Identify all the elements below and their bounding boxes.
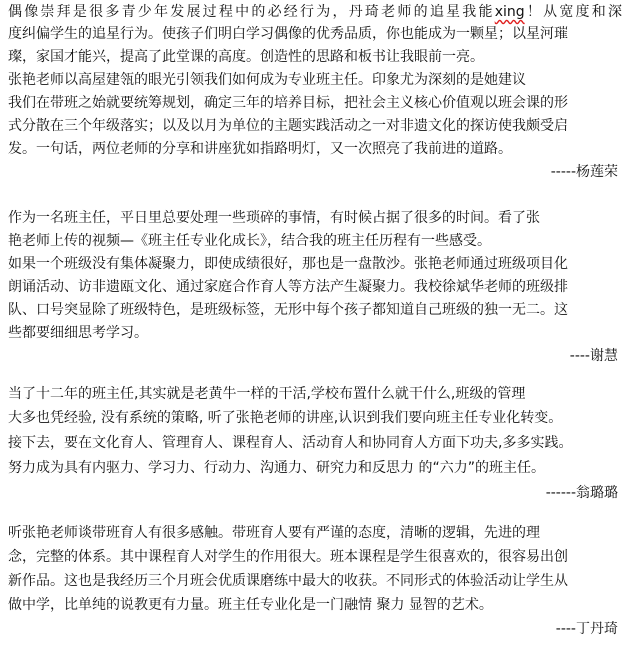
paragraph-line: 艳老师上传的视频—《班主任专业化成长》，结合我的班主任历程有一些感受。	[8, 233, 491, 249]
paragraph-line: 新作品。这也是我经历三个月班会优质课磨练中最大的收获。不同形式的体验活动让学生从	[8, 573, 568, 589]
paragraph-line: 努力成为具有内驱力、学习力、行动力、沟通力、研究力和反思力 的“六力”的班主任。	[8, 460, 545, 476]
paragraph-line: 当了十二年的班主任,其实就是老黄牛一样的干活,学校布置什么就干什么,班级的管理	[8, 386, 526, 402]
paragraph-line: 听张艳老师谈带班育人有很多感触。带班育人要有严谨的态度，清晰的逻辑，先进的理	[8, 525, 540, 541]
paragraph-line: 发。一句话，两位老师的分享和讲座犹如指路明灯，又一次照亮了我前进的道路。	[8, 141, 512, 157]
paragraph-line: 朗诵活动、访非遗瓯文化、通过家庭合作育人等方法产生凝聚力。我校徐斌华老师的班级排	[8, 279, 568, 295]
signature: ----丁丹琦	[555, 621, 618, 637]
paragraph-line: 队、口号突显除了班级特色，是班级标签，无形中每个孩子都知道自己班级的独一无二。这	[8, 302, 568, 318]
paragraph-line: 璨，家国才能兴，提高了此堂课的高度。创造性的思路和板书让我眼前一亮。	[8, 49, 484, 65]
paragraph-line: 我们在带班之始就要统筹规划，确定三年的培养目标，把社会主义核心价值观以班会课的形	[8, 95, 568, 111]
paragraph-line: 度纠偏学生的追星行为。使孩子们明白学习偶像的优秀品质，你也能成为一颗星；以星河璀	[8, 26, 568, 42]
paragraph-line: 张艳老师以高屋建瓴的眼光引领我们如何成为专业班主任。印象尤为深刻的是她建议	[8, 72, 526, 88]
signature: -----杨莲荣	[550, 164, 618, 180]
paragraph-line: 些都要细细思考学习。	[8, 325, 148, 341]
paragraph-line: 作为一名班主任，平日里总要处理一些琐碎的事情，有时候占据了很多的时间。看了张	[8, 210, 540, 226]
paragraph-line: 做中学，比单纯的说教更有力量。班主任专业化是一门融情 聚力 显智的艺术。	[8, 597, 493, 613]
paragraph-line: 接下去，要在文化育人、管理育人、课程育人、活动育人和协同育人方面下功夫,多多实践。	[8, 435, 573, 451]
paragraph-line: 大多也凭经验, 没有系统的策略, 听了张艳老师的讲座,认识到我们要向班主任专业化转变。	[8, 410, 563, 426]
paragraph-line: 如果一个班级没有集体凝聚力，即使成绩很好，那也是一盘散沙。张艳老师通过班级项目化	[8, 256, 568, 272]
misspelled-word: xing	[494, 4, 525, 20]
signature: ----谢慧	[569, 348, 618, 364]
paragraph-line: 式分散在三个年级落实；以及以月为单位的主题实践活动之一对非遗文化的探访使我颇受启	[8, 118, 568, 134]
paragraph-line: 偶像崇拜是很多青少年发展过程中的必经行为，丹琦老师的追星我能xing！从宽度和深	[8, 4, 622, 20]
signature: ------翁璐璐	[545, 485, 618, 501]
paragraph-line: 念，完整的体系。其中课程育人对学生的作用很大。班本课程是学生很喜欢的，很容易出创	[8, 549, 568, 565]
